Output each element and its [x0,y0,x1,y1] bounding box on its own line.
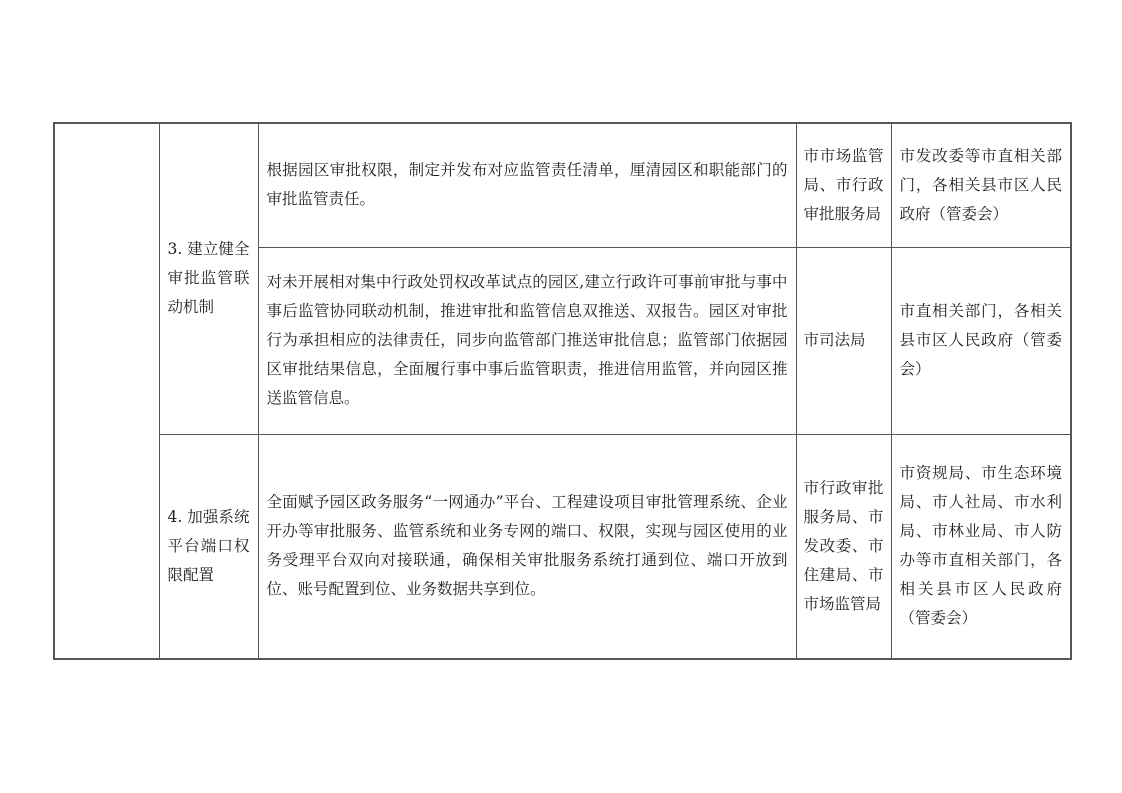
coop-unit-cell: 市资规局、市生态环境局、市人社局、市水利局、市林业局、市人防办等市直相关部门，各相关县市区人民政府（管委会） [891,434,1071,659]
measure-cell: 全面赋予园区政务服务“一网通办”平台、工程建设项目审批管理系统、企业开办等审批服务、监管系统和业务专网的端口、权限，实现与园区使用的业务受理平台双向对接联通，确保相关审批服务系统打通到位、端口开放到位、账号配置到位、业务数据共享到位。 [258,434,796,659]
measures-table [53,122,1072,660]
measure-cell: 根据园区审批权限，制定并发布对应监管责任清单，厘清园区和职能部门的审批监管责任。 [258,123,796,247]
lead-unit-cell: 市市场监管局、市行政审批服务局 [796,123,891,247]
task-item-4-cell: 4. 加强系统平台端口权限配置 [159,434,258,659]
table-row [54,434,1071,659]
measure-cell: 对未开展相对集中行政处罚权改革试点的园区,建立行政许可事前审批与事中事后监管协同联动机制，推进审批和监管信息双推送、双报告。园区对审批行为承担相应的法律责任，同步向监管部门推送审批信息；监管部门依据园区审批结果信息，全面履行事中事后监管职责，推进信用监管，并向园区推送监管信息。 [258,247,796,434]
lead-unit-cell: 市行政审批服务局、市发改委、市住建局、市市场监管局 [796,434,891,659]
coop-unit-cell: 市直相关部门，各相关县市区人民政府（管委会） [891,247,1071,434]
coop-unit-cell: 市发改委等市直相关部门，各相关县市区人民政府（管委会） [891,123,1071,247]
task-item-3-cell: 3. 建立健全审批监管联动机制 [159,123,258,434]
table-row [54,123,1071,247]
blank-category-cell [54,123,159,659]
lead-unit-cell: 市司法局 [796,247,891,434]
